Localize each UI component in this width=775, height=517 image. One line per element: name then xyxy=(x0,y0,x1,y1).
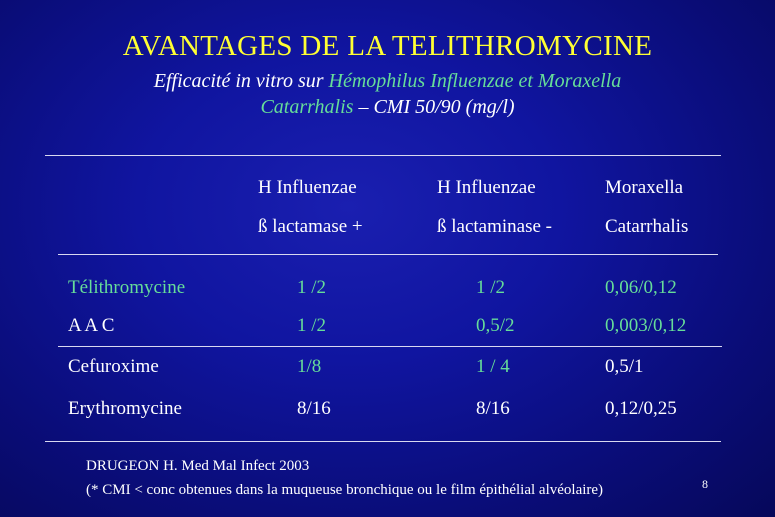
slide-subtitle xyxy=(0,68,775,120)
cell-aac-hi-minus: 0,5/2 xyxy=(476,315,515,336)
rule-top xyxy=(45,155,721,156)
cell-cefuroxime-hi-minus: 1 / 4 xyxy=(476,356,510,377)
col-header-1-line-2: ß lactamase + xyxy=(258,216,363,237)
subtitle-part-1: Efficacité in vitro sur xyxy=(153,70,329,92)
slide-title: AVANTAGES DE LA TELITHROMYCINE xyxy=(122,30,653,62)
subtitle-part-2: Hémophilus Influenzae et Moraxella xyxy=(328,70,622,92)
row-label-aac: A A C xyxy=(68,315,115,336)
cell-cefuroxime-moraxella: 0,5/1 xyxy=(605,356,644,377)
cell-telithromycine-moraxella: 0,06/0,12 xyxy=(605,277,677,298)
subtitle-part-4: – CMI 50/90 (mg/l) xyxy=(353,96,515,118)
row-label-cefuroxime: Cefuroxime xyxy=(68,356,159,377)
cell-telithromycine-hi-plus: 1 /2 xyxy=(297,277,327,298)
col-header-1-line-1: H Influenzae xyxy=(258,177,357,198)
row-label-telithromycine: Télithromycine xyxy=(68,277,186,298)
cell-erythromycine-moraxella: 0,12/0,25 xyxy=(605,398,677,419)
col-header-2-line-1: H Influenzae xyxy=(437,177,536,198)
page-number: 8 xyxy=(702,477,708,491)
col-header-2-line-2: ß lactaminase - xyxy=(437,216,553,237)
cell-erythromycine-hi-plus: 8/16 xyxy=(297,398,331,419)
subtitle-part-3: Catarrhalis xyxy=(260,96,354,118)
footer-reference: DRUGEON H. Med Mal Infect 2003 xyxy=(86,458,310,474)
cell-erythromycine-hi-minus: 8/16 xyxy=(476,398,510,419)
col-header-3-line-1: Moraxella xyxy=(605,177,684,198)
rule-middle xyxy=(58,346,722,347)
rule-bottom xyxy=(45,441,721,442)
row-label-erythromycine: Erythromycine xyxy=(68,398,182,419)
footer-note: (* CMI < conc obtenues dans la muqueuse bronchique ou le film épithélial alvéolaire) xyxy=(86,482,604,498)
cell-cefuroxime-hi-plus: 1/8 xyxy=(297,356,322,377)
cell-aac-hi-plus: 1 /2 xyxy=(297,315,327,336)
cell-telithromycine-hi-minus: 1 /2 xyxy=(476,277,506,298)
rule-header xyxy=(58,254,718,255)
col-header-3-line-2: Catarrhalis xyxy=(605,216,689,237)
cell-aac-moraxella: 0,003/0,12 xyxy=(605,315,687,336)
